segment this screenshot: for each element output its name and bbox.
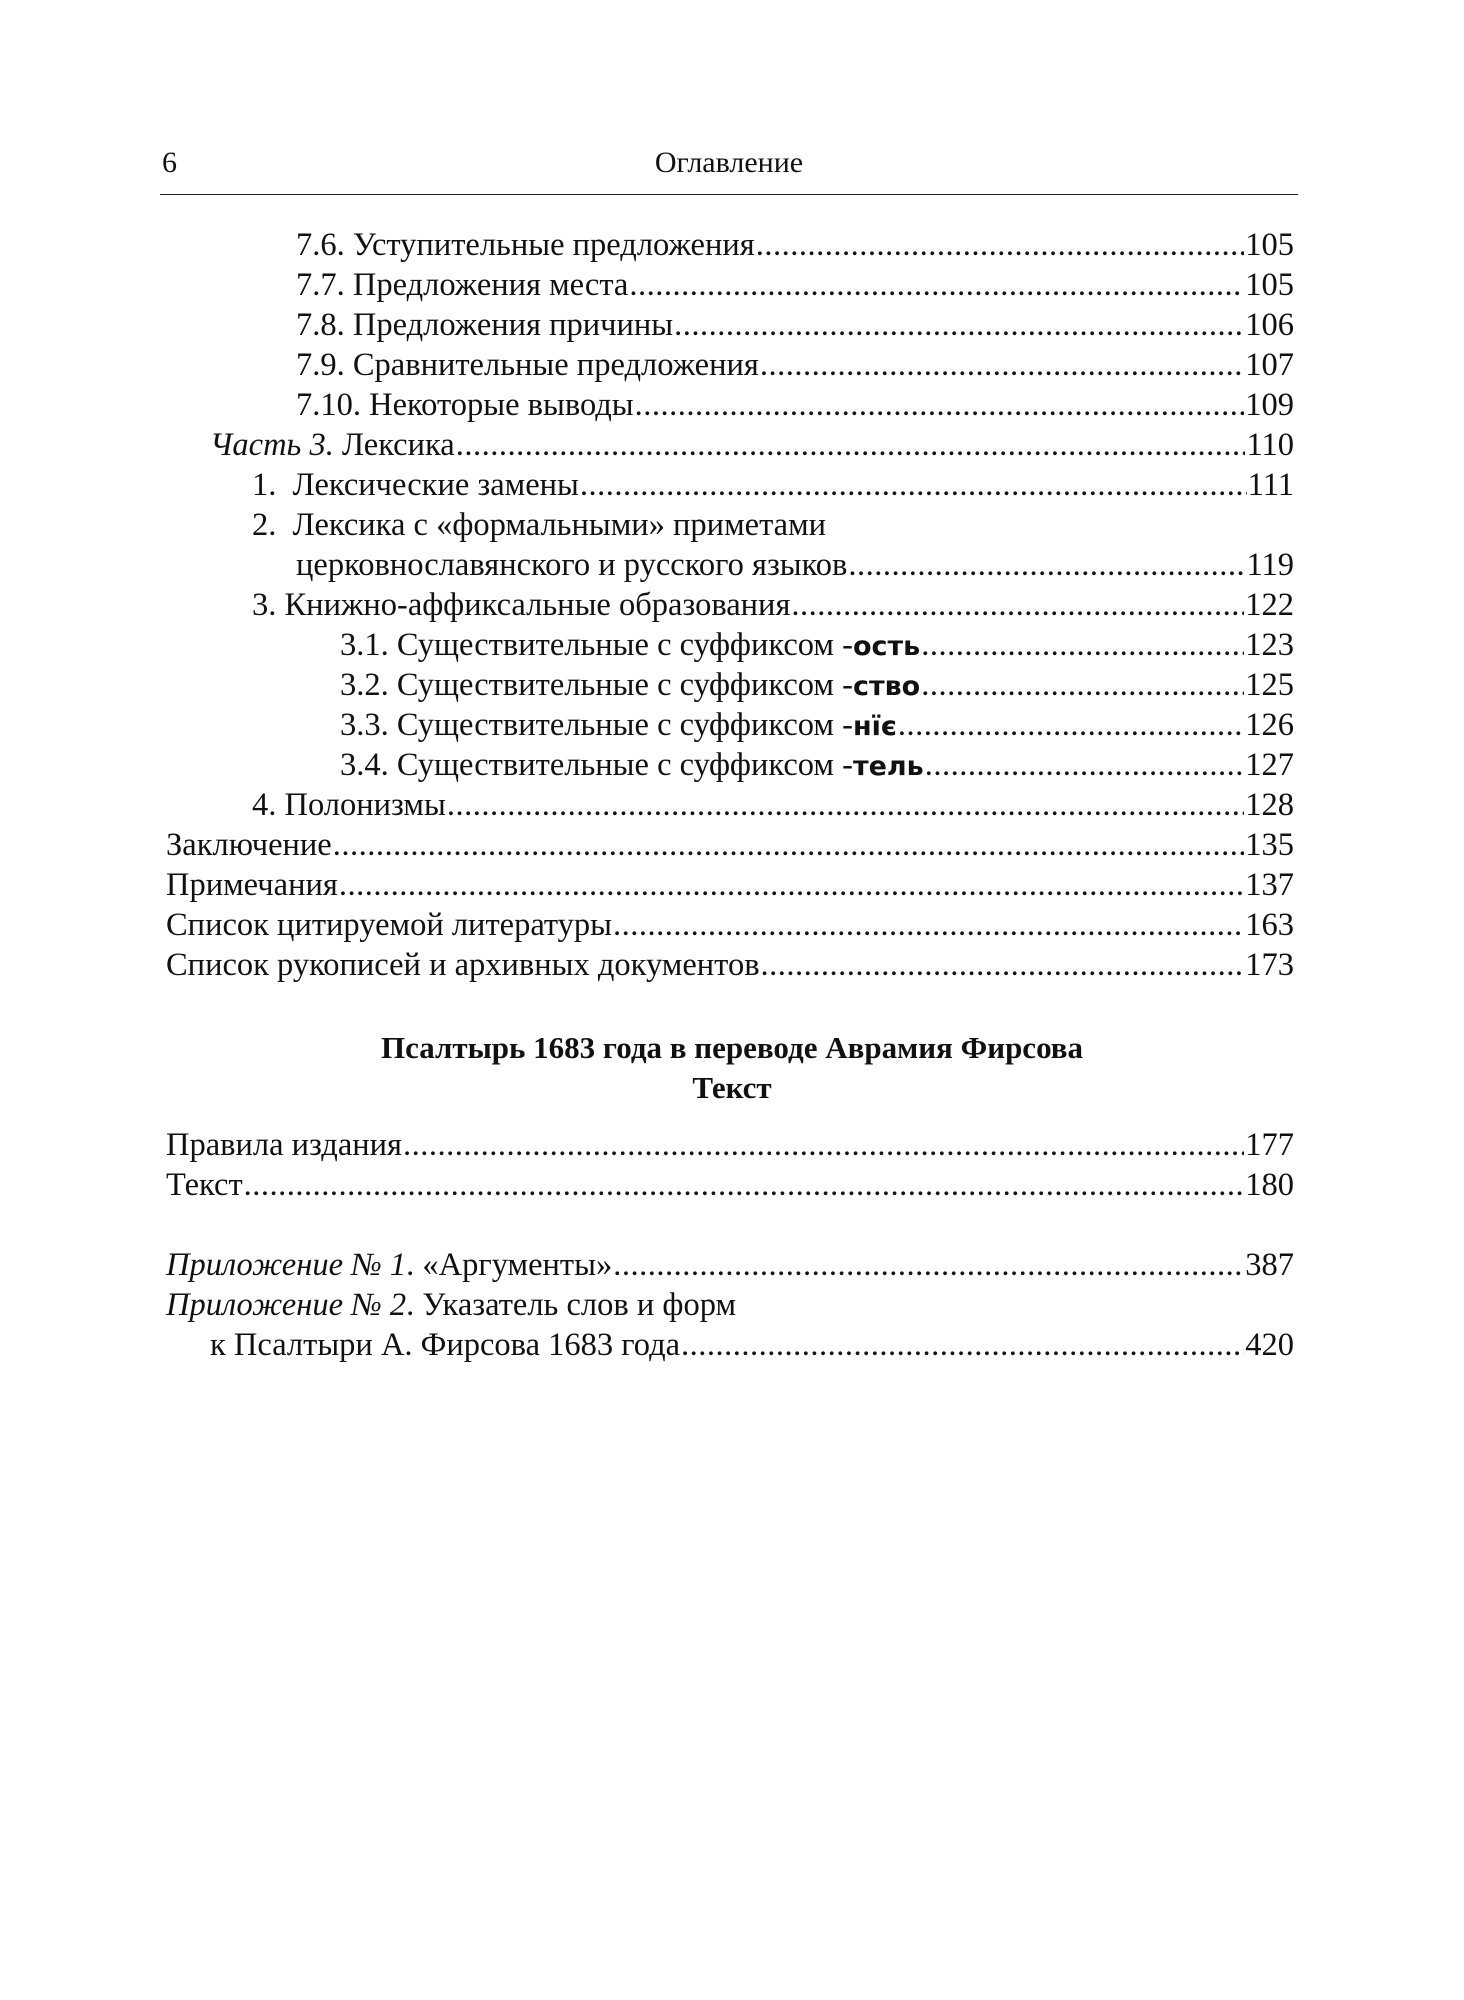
page-number: 6: [162, 146, 177, 179]
toc-entry[interactable]: 7.9. Сравнительные предложения ..... 107: [296, 345, 1294, 385]
toc-entry[interactable]: 7.8. Предложения причины ..... 106: [296, 305, 1294, 345]
toc-page-number: 105: [1245, 267, 1294, 303]
church-slavonic-suffix: ость: [852, 631, 921, 662]
toc-entry[interactable]: церковнославянского и русского языков ..... 119: [296, 545, 1294, 585]
toc-entry[interactable]: 7.6. Уступительные предложения ..... 105: [296, 225, 1294, 265]
toc-page-number: 173: [1245, 947, 1294, 983]
toc-entry-appendix[interactable]: Приложение № 1. «Аргументы» ..... 387: [166, 1245, 1294, 1285]
toc-page-number: 105: [1245, 227, 1294, 263]
toc-page-number: 128: [1245, 787, 1294, 823]
section-title: Псалтырь 1683 года в переводе Аврамия Фирсова: [380, 1030, 1084, 1065]
toc-page-number: 109: [1245, 387, 1294, 423]
toc-page-number: 119: [1246, 547, 1294, 583]
toc-entry[interactable]: 3.2. Существительные с суффиксом -ство ..... 125: [340, 665, 1294, 707]
toc-page-number: 420: [1245, 1327, 1294, 1363]
toc-page-number: 387: [1245, 1247, 1294, 1283]
toc-page-number: 180: [1245, 1167, 1294, 1203]
toc-entry[interactable]: Правила издания ..... 177: [166, 1125, 1294, 1165]
church-slavonic-suffix: ство: [852, 671, 921, 702]
toc-page-number: 126: [1245, 707, 1294, 743]
toc-entry[interactable]: Список рукописей и архивных документов ..... 173: [166, 945, 1294, 985]
toc-entry[interactable]: 3.1. Существительные с суффиксом -ость ..... 123: [340, 625, 1294, 667]
toc-page-number: 122: [1245, 587, 1294, 623]
toc-page-number: 135: [1245, 827, 1294, 863]
toc-page-number: 106: [1245, 307, 1294, 343]
toc-page-number: 111: [1247, 467, 1294, 503]
toc-entry-line1[interactable]: 2. Лексика с «формальными» приметами: [252, 507, 827, 543]
toc-entry[interactable]: к Псалтыри А. Фирсова 1683 года ..... 420: [210, 1325, 1294, 1365]
toc-entry[interactable]: 1. Лексические замены ..... 111: [252, 465, 1294, 505]
toc-page-number: 123: [1245, 627, 1294, 663]
running-title: Оглавление: [654, 146, 804, 179]
toc-page-number: 137: [1245, 867, 1294, 903]
toc-entry-part[interactable]: Часть 3. Лексика ..... 110: [210, 425, 1294, 465]
toc-page-number: 163: [1245, 907, 1294, 943]
toc-entry[interactable]: Текст ..... 180: [166, 1165, 1294, 1205]
toc-entry[interactable]: 3. Книжно-аффиксальные образования ..... 122: [252, 585, 1294, 625]
toc-entry-appendix-line1[interactable]: Приложение № 2. Указатель слов и форм: [166, 1287, 737, 1323]
toc-entry[interactable]: 3.3. Существительные с суффиксом -нїє ..... 126: [340, 705, 1294, 747]
church-slavonic-suffix: нїє: [852, 711, 897, 742]
toc-page-number: 177: [1245, 1127, 1294, 1163]
toc-entry[interactable]: 7.7. Предложения места ..... 105: [296, 265, 1294, 305]
toc-page-number: 125: [1245, 667, 1294, 703]
toc-page-number: 110: [1246, 427, 1294, 463]
toc-entry[interactable]: 3.4. Существительные с суффиксом -тель ..... 127: [340, 745, 1294, 787]
toc-entry[interactable]: 7.10. Некоторые выводы ..... 109: [296, 385, 1294, 425]
toc-entry[interactable]: Примечания ..... 137: [166, 865, 1294, 905]
toc-page-number: 127: [1245, 747, 1294, 783]
toc-entry[interactable]: Заключение ..... 135: [166, 825, 1294, 865]
toc-page-number: 107: [1245, 347, 1294, 383]
toc-entry[interactable]: 4. Полонизмы ..... 128: [252, 785, 1294, 825]
toc-entry[interactable]: Список цитируемой литературы ..... 163: [166, 905, 1294, 945]
section-subtitle: Текст: [692, 1070, 772, 1105]
church-slavonic-suffix: тель: [852, 751, 924, 782]
